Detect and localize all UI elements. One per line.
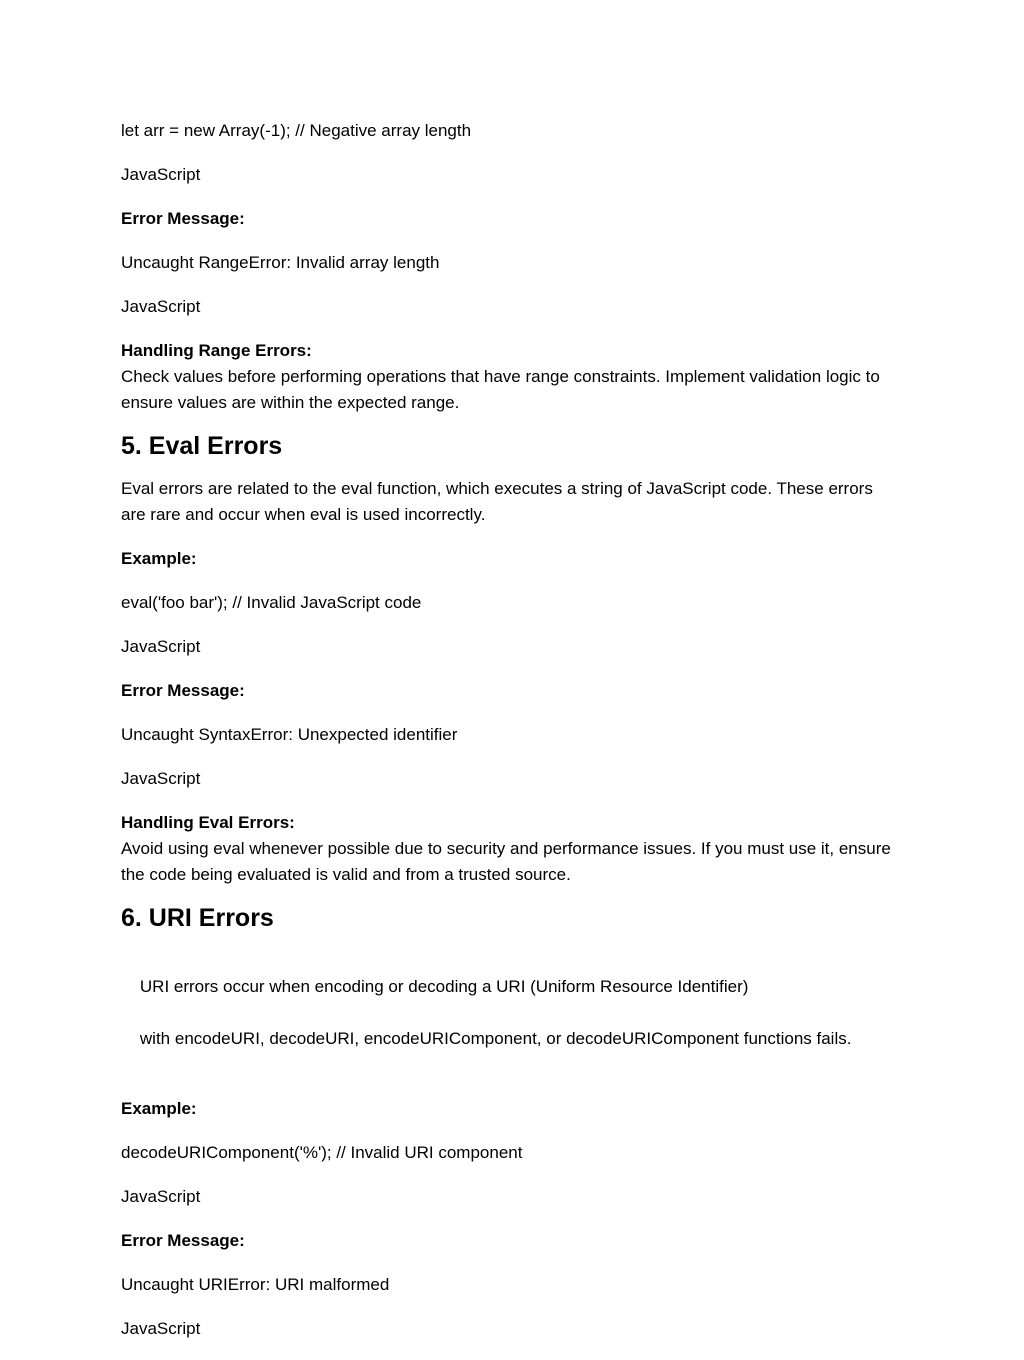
code-language-label: JavaScript xyxy=(121,297,201,316)
code-language-label: JavaScript xyxy=(121,165,201,184)
handling-eval-text: Avoid using eval whenever possible due to security and performance issues. If you must use it, ensure the code being evaluated is valid and from a trusted source. xyxy=(121,839,896,884)
document-page xyxy=(121,118,901,1360)
handling-range-title: Handling Range Errors: xyxy=(121,341,312,360)
eval-intro: Eval errors are related to the eval function, which executes a string of JavaScript code. These errors are rare and occur when eval is used incorrectly. xyxy=(121,479,878,524)
error-message-uri: Uncaught URIError: URI malformed xyxy=(121,1275,390,1294)
error-message-eval: Uncaught SyntaxError: Unexpected identifier xyxy=(121,725,458,744)
handling-eval-title: Handling Eval Errors: xyxy=(121,813,295,832)
example-label: Example: xyxy=(121,549,197,568)
uri-intro-line-2: with encodeURI, decodeURI, encodeURIComponent, or decodeURIComponent functions fails. xyxy=(139,1029,852,1048)
code-language-label: JavaScript xyxy=(121,769,201,788)
error-message-label: Error Message: xyxy=(121,681,245,700)
code-language-label: JavaScript xyxy=(121,1187,201,1206)
handling-eval-errors xyxy=(121,810,901,888)
error-message-label: Error Message: xyxy=(121,1231,245,1250)
uri-intro-line-1: URI errors occur when encoding or decoding a URI (Uniform Resource Identifier) xyxy=(139,977,749,996)
error-message-range: Uncaught RangeError: Invalid array length xyxy=(121,253,440,272)
handling-range-text: Check values before performing operations that have range constraints. Implement validation logic to ensure values are within the expected range. xyxy=(121,367,885,412)
code-line-array: let arr = new Array(-1); // Negative array length xyxy=(121,121,472,140)
code-line-uri: decodeURIComponent('%'); // Invalid URI component xyxy=(121,1143,523,1162)
example-label: Example: xyxy=(121,1099,197,1118)
handling-range-errors xyxy=(121,338,901,416)
code-language-label: JavaScript xyxy=(121,637,201,656)
section-heading-uri: 6. URI Errors xyxy=(121,904,274,932)
code-line-eval: eval('foo bar'); // Invalid JavaScript code xyxy=(121,593,422,612)
code-language-label: JavaScript xyxy=(121,1319,201,1338)
section-heading-eval: 5. Eval Errors xyxy=(121,432,283,460)
error-message-label: Error Message: xyxy=(121,209,245,228)
uri-intro xyxy=(121,948,901,1078)
